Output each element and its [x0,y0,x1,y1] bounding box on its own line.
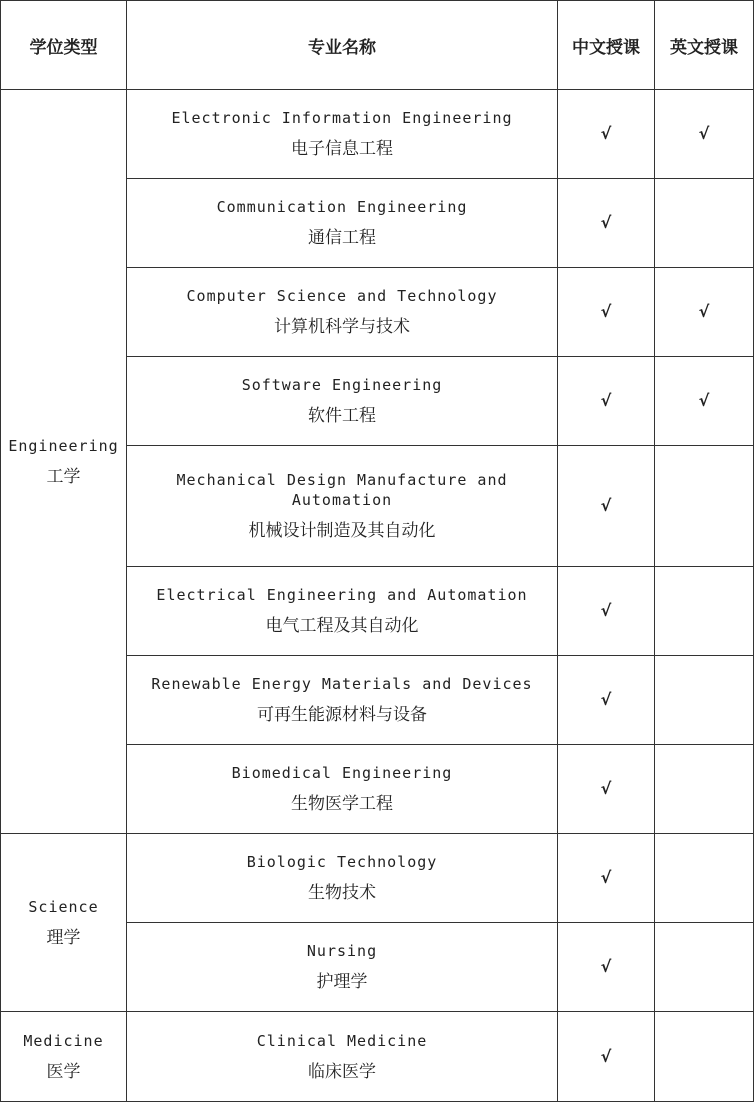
check-mark-icon: √ [600,1046,612,1066]
chinese-teaching-cell [558,1012,655,1102]
table-row [1,1012,754,1102]
check-mark-icon: √ [698,302,710,321]
major-name-cell [127,90,558,179]
major-name-zh: 可再生能源材料与设备 [257,705,427,725]
table-body [1,90,754,1102]
degree-type-cell [1,90,127,834]
header-major-name: 专业名称 [127,1,558,90]
degree-type-cell [1,834,127,1012]
chinese-teaching-cell [558,834,655,923]
chinese-teaching-cell [558,90,655,179]
major-name-cell [127,1012,558,1102]
degree-type-en: Medicine [23,1031,104,1050]
major-name-cell [127,923,558,1012]
degree-type-en: Engineering [8,436,119,455]
major-name-zh: 计算机科学与技术 [274,317,410,337]
major-name-cell [127,745,558,834]
major-name-en: Electrical Engineering and Automation [156,586,528,604]
english-teaching-cell [655,357,754,446]
english-teaching-cell [655,90,754,179]
header-english-teaching: 英文授课 [655,1,754,90]
check-mark-icon: √ [600,496,612,515]
chinese-teaching-cell [558,923,655,1012]
header-chinese-teaching: 中文授课 [558,1,655,90]
major-name-zh: 软件工程 [308,406,376,426]
degree-type-zh: 工学 [46,466,81,487]
major-name-en: Biomedical Engineering [231,764,453,782]
english-teaching-cell [655,268,754,357]
major-name-en: Clinical Medicine [256,1031,428,1050]
check-mark-icon: √ [600,213,612,232]
english-teaching-cell [655,834,754,923]
table-row [1,90,754,179]
english-teaching-cell [655,923,754,1012]
chinese-teaching-cell [558,179,655,268]
major-name-en: Computer Science and Technology [186,287,498,305]
english-teaching-cell [655,656,754,745]
major-name-cell [127,834,558,923]
check-mark-icon: √ [600,601,612,620]
degree-type-zh: 医学 [46,1061,81,1082]
degree-type-zh: 理学 [46,927,81,948]
check-mark-icon: √ [600,302,612,321]
check-mark-icon: √ [698,391,710,410]
major-name-en: Renewable Energy Materials and Devices [151,675,533,693]
major-name-zh: 生物技术 [308,883,376,903]
major-name-cell [127,656,558,745]
major-name-zh: 护理学 [316,972,368,992]
chinese-teaching-cell [558,357,655,446]
degree-type-en: Science [28,897,99,916]
english-teaching-cell [655,567,754,656]
degree-type-cell [1,1012,127,1102]
chinese-teaching-cell [558,446,655,567]
english-teaching-cell [655,1012,754,1102]
check-mark-icon: √ [698,124,710,143]
check-mark-icon: √ [600,779,612,798]
major-name-en: Biologic Technology [246,853,438,871]
chinese-teaching-cell [558,745,655,834]
major-name-cell [127,446,558,567]
major-name-cell [127,268,558,357]
major-name-en: Electronic Information Engineering [171,109,513,127]
major-name-en: Nursing [306,942,378,960]
major-name-cell [127,357,558,446]
major-name-zh: 临床医学 [308,1061,376,1082]
chinese-teaching-cell [558,656,655,745]
major-name-cell [127,179,558,268]
major-name-en: Mechanical Design Manufacture and Automation [176,471,508,509]
english-teaching-cell [655,745,754,834]
chinese-teaching-cell [558,268,655,357]
english-teaching-cell [655,179,754,268]
check-mark-icon: √ [600,868,612,887]
major-name-zh: 生物医学工程 [291,794,393,814]
major-name-zh: 电子信息工程 [291,139,393,159]
major-name-zh: 电气工程及其自动化 [265,616,419,636]
major-name-zh: 通信工程 [308,228,376,248]
check-mark-icon: √ [600,690,612,709]
major-name-en: Software Engineering [241,376,443,394]
chinese-teaching-cell [558,567,655,656]
major-name-en: Communication Engineering [216,198,468,216]
table-row [1,834,754,923]
header-row [1,1,754,90]
major-name-cell [127,567,558,656]
major-name-zh: 机械设计制造及其自动化 [248,521,436,541]
english-teaching-cell [655,446,754,567]
check-mark-icon: √ [600,957,612,976]
check-mark-icon: √ [600,391,612,410]
check-mark-icon: √ [600,124,612,143]
header-degree-type: 学位类型 [1,1,127,90]
